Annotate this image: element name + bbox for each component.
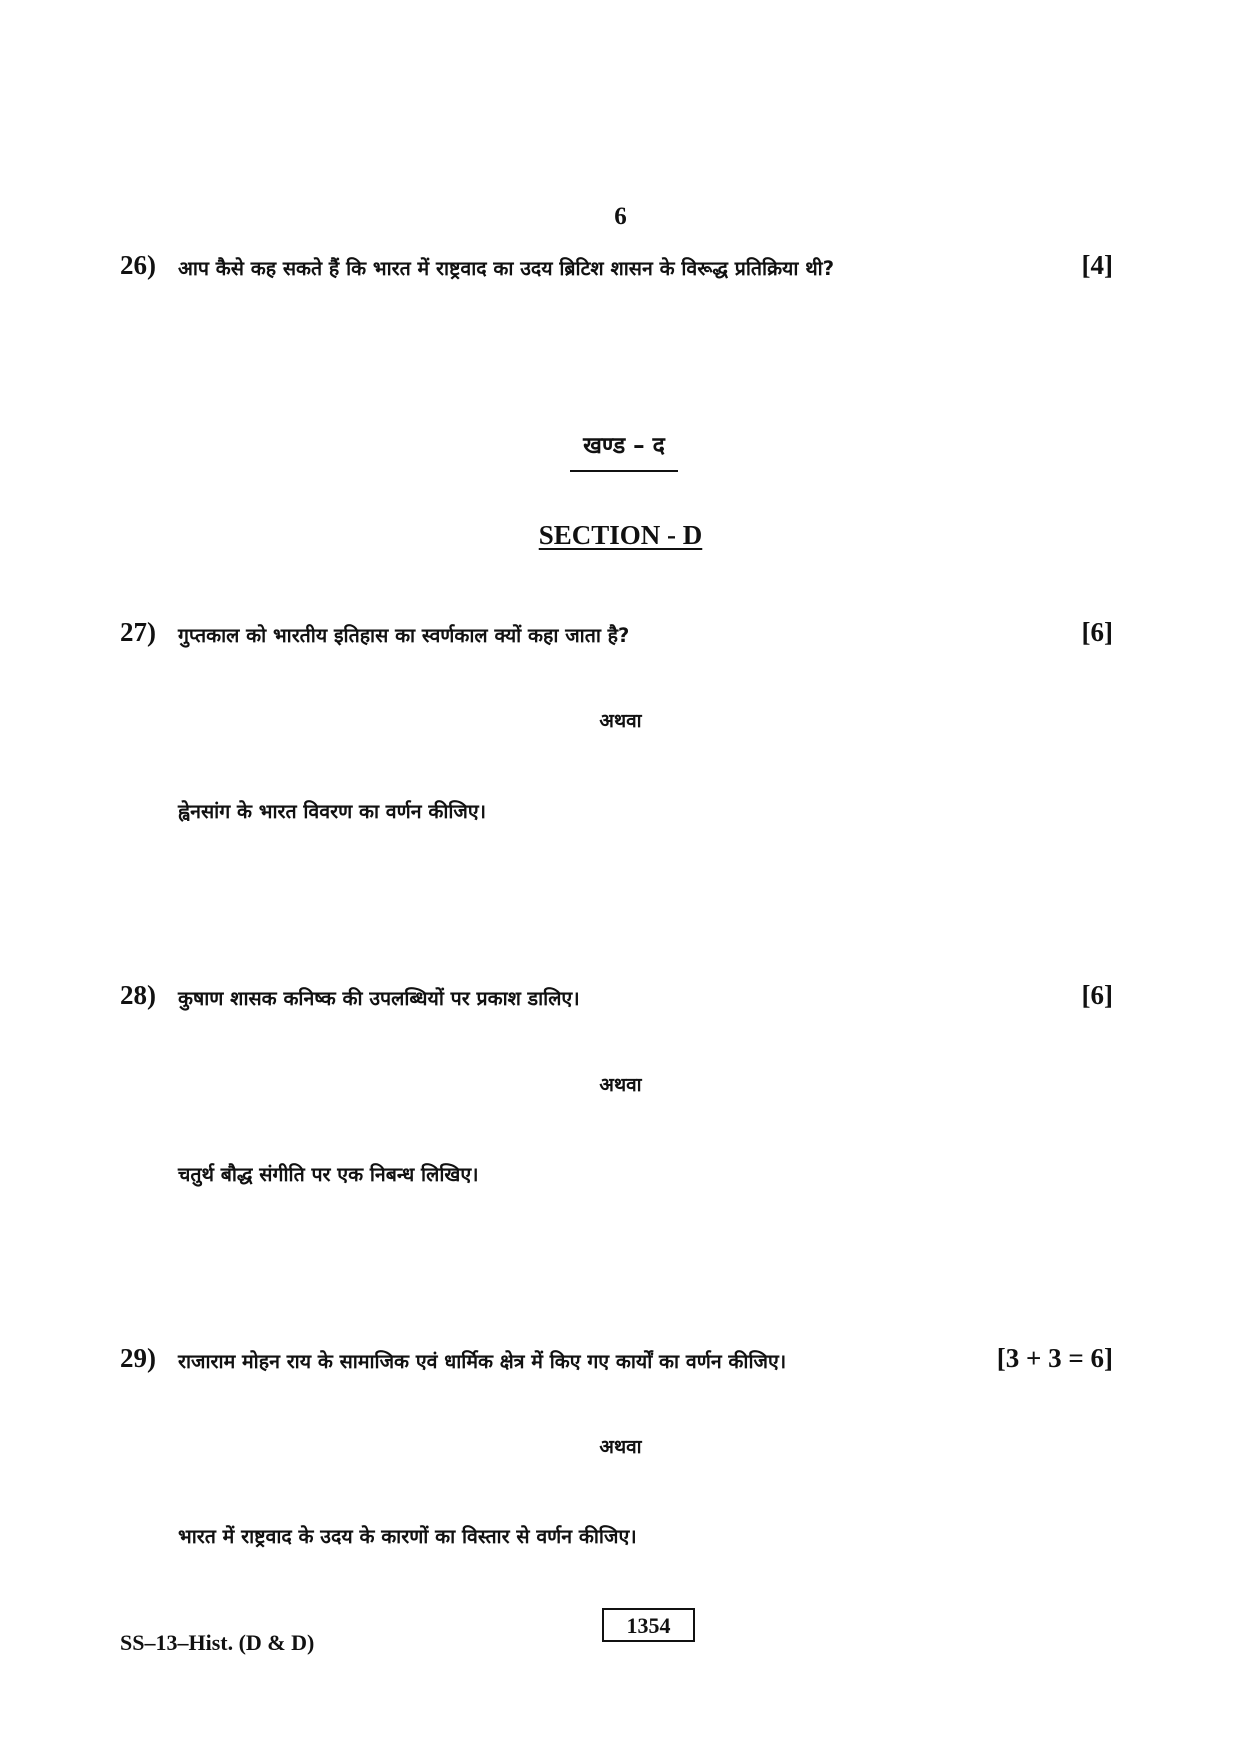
alternative-question-text: ह्वेनसांग के भारत विवरण का वर्णन कीजिए। xyxy=(178,800,487,823)
question-number: 27) xyxy=(120,617,156,647)
paper-number-box: 1354 xyxy=(602,1608,695,1642)
question-marks: [3 + 3 = 6] xyxy=(996,1343,1113,1373)
page-number: 6 xyxy=(614,203,627,230)
or-separator: अथवा xyxy=(599,1436,642,1458)
question-marks: [6] xyxy=(1081,980,1113,1010)
question-text: गुप्तकाल को भारतीय इतिहास का स्वर्णकाल क्यों कहा जाता है? xyxy=(178,624,630,647)
question-marks: [6] xyxy=(1081,617,1113,647)
paper-code: SS–13–Hist. (D & D) xyxy=(120,1630,315,1655)
question-number: 29) xyxy=(120,1343,156,1373)
alternative-question-text: भारत में राष्ट्रवाद के उदय के कारणों का विस्तार से वर्णन कीजिए। xyxy=(178,1525,637,1548)
section-title-english xyxy=(0,520,1241,551)
question-text: आप कैसे कह सकते हैं कि भारत में राष्ट्रवाद का उदय ब्रिटिश शासन के विरूद्ध प्रतिक्रिया थी? xyxy=(178,257,835,280)
question-marks: [4] xyxy=(1081,250,1113,280)
question-text: कुषाण शासक कनिष्क की उपलब्धियों पर प्रकाश डालिए। xyxy=(178,987,580,1010)
section-title-hindi: खण्ड – द xyxy=(570,428,678,472)
section-title-english-text: SECTION - D xyxy=(538,520,703,550)
or-separator: अथवा xyxy=(599,1074,642,1096)
question-text: राजाराम मोहन राय के सामाजिक एवं धार्मिक क्षेत्र में किए गए कार्यों का वर्णन कीजिए। xyxy=(178,1350,787,1373)
alternative-question-text: चतुर्थ बौद्ध संगीति पर एक निबन्ध लिखिए। xyxy=(178,1163,479,1186)
question-number: 26) xyxy=(120,250,156,280)
or-separator: अथवा xyxy=(599,710,642,732)
question-number: 28) xyxy=(120,980,156,1010)
